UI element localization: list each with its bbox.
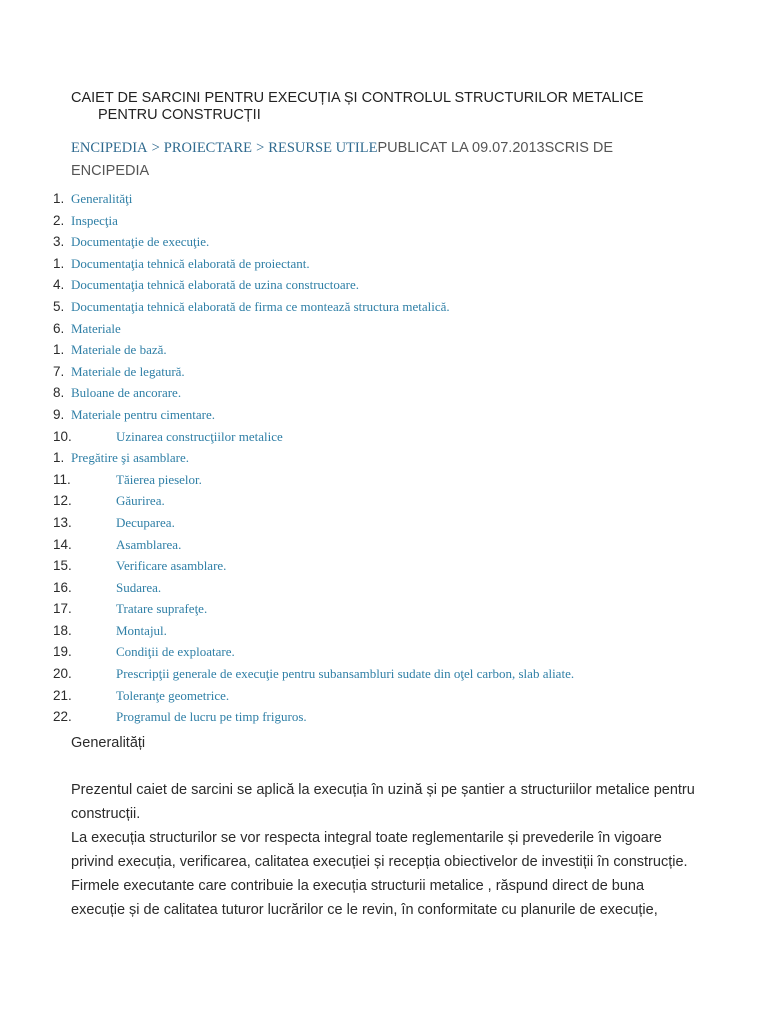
toc-item bbox=[0, 404, 768, 426]
toc-number: 5. bbox=[53, 298, 65, 314]
toc-number: 2. bbox=[53, 212, 65, 228]
section-heading: Generalități bbox=[71, 735, 146, 751]
toc-item bbox=[0, 512, 768, 534]
breadcrumb-separator: > bbox=[256, 140, 265, 156]
toc-link[interactable]: Tăierea pieselor. bbox=[116, 471, 202, 487]
toc-link[interactable]: Inspecţia bbox=[71, 212, 118, 228]
toc-number: 14. bbox=[53, 536, 72, 552]
document-title bbox=[71, 90, 711, 124]
breadcrumb-link-proiectare[interactable]: PROIECTARE bbox=[163, 140, 253, 156]
toc-item bbox=[0, 641, 768, 663]
toc-number: 15. bbox=[53, 558, 72, 574]
toc-item bbox=[0, 361, 768, 383]
breadcrumb-link-encipedia[interactable]: ENCIPEDIA bbox=[71, 140, 148, 156]
toc-link[interactable]: Uzinarea construcţiilor metalice bbox=[116, 428, 283, 444]
toc-item bbox=[0, 210, 768, 232]
toc-item bbox=[0, 469, 768, 491]
toc-link[interactable]: Buloane de ancorare. bbox=[71, 385, 182, 401]
breadcrumb-link-resurse-utile[interactable]: RESURSE UTILE bbox=[268, 140, 378, 156]
toc-item bbox=[0, 339, 768, 361]
toc-item bbox=[0, 663, 768, 685]
toc-number: 1. bbox=[53, 450, 65, 466]
body-paragraph: Firmele executante care contribuie la execuția structurii metalice , răspund direct de buna execuție și de calitatea tuturor lucrărilor ce le revin, în conformitate cu planurile de execuție, bbox=[71, 878, 658, 918]
toc-item bbox=[0, 534, 768, 556]
document-title-line-2: PENTRU CONSTRUCȚII bbox=[98, 107, 261, 123]
toc-item bbox=[0, 274, 768, 296]
toc-link[interactable]: Pregătire şi asamblare. bbox=[71, 450, 190, 466]
toc-link[interactable]: Asamblarea. bbox=[116, 536, 182, 552]
toc-item bbox=[0, 706, 768, 728]
toc-item bbox=[0, 188, 768, 210]
toc-number: 12. bbox=[53, 493, 72, 509]
body-paragraph: Prezentul caiet de sarcini se aplică la execuția în uzină și pe șantier a structuriilor metalice pentru construcții. bbox=[71, 782, 695, 822]
toc-number: 16. bbox=[53, 579, 72, 595]
toc-link[interactable]: Condiţii de exploatare. bbox=[116, 644, 235, 660]
toc-number: 18. bbox=[53, 622, 72, 638]
toc-number: 11. bbox=[53, 471, 71, 487]
toc-number: 22. bbox=[53, 709, 72, 725]
toc-item bbox=[0, 296, 768, 318]
toc-link[interactable]: Programul de lucru pe timp friguros. bbox=[116, 709, 307, 725]
toc-link[interactable]: Documentaţie de execuţie. bbox=[71, 234, 210, 250]
toc-number: 20. bbox=[53, 666, 72, 682]
toc-item bbox=[0, 577, 768, 599]
section-body bbox=[71, 778, 701, 922]
toc-link[interactable]: Tratare suprafeţe. bbox=[116, 601, 208, 617]
toc-item bbox=[0, 598, 768, 620]
toc-number: 8. bbox=[53, 385, 65, 401]
toc-item bbox=[0, 426, 768, 448]
toc-number: 19. bbox=[53, 644, 72, 660]
publish-info: PUBLICAT LA 09.07.2013SCRIS DE ENCIPEDIA bbox=[71, 140, 614, 179]
toc-link[interactable]: Documentaţia tehnică elaborată de firma ce montează structura metalică. bbox=[71, 298, 450, 314]
toc-number: 21. bbox=[53, 687, 72, 703]
toc-number: 17. bbox=[53, 601, 72, 617]
toc-link[interactable]: Documentaţia tehnică elaborată de proiectant. bbox=[71, 255, 310, 271]
toc-number: 4. bbox=[53, 277, 65, 293]
toc-item bbox=[0, 253, 768, 275]
toc-number: 9. bbox=[53, 406, 65, 422]
toc-number: 1. bbox=[53, 342, 65, 358]
body-paragraph: La execuția structurilor se vor respecta integral toate reglementarile și prevederile în vigoare privind execuția, verificarea, calitatea execuției și recepția obiectivelor de investiții în construcție. bbox=[71, 830, 688, 870]
toc-item bbox=[0, 231, 768, 253]
toc-link[interactable]: Generalităţi bbox=[71, 191, 133, 206]
toc-item bbox=[0, 555, 768, 577]
toc-link[interactable]: Materiale de legatură. bbox=[71, 363, 185, 379]
toc-item bbox=[0, 447, 768, 469]
toc-link[interactable]: Documentaţia tehnică elaborată de uzina constructoare. bbox=[71, 277, 360, 293]
toc-link[interactable]: Prescripţii generale de execuţie pentru subansambluri sudate din oţel carbon, slab aliate. bbox=[116, 666, 575, 682]
toc-link[interactable]: Materiale de bază. bbox=[71, 342, 167, 358]
toc-item bbox=[0, 490, 768, 512]
toc-link[interactable]: Sudarea. bbox=[116, 579, 162, 595]
breadcrumb-separator: > bbox=[151, 140, 160, 156]
toc-link[interactable]: Verificare asamblare. bbox=[116, 558, 227, 574]
toc-number: 7. bbox=[53, 363, 65, 379]
toc-number: 1. bbox=[53, 191, 65, 206]
document-title-line-1: CAIET DE SARCINI PENTRU EXECUȚIA ȘI CONTROLUL STRUCTURILOR METALICE bbox=[71, 90, 644, 106]
toc-item bbox=[0, 318, 768, 340]
toc-link[interactable]: Toleranţe geometrice. bbox=[116, 687, 230, 703]
toc-link[interactable]: Găurirea. bbox=[116, 493, 165, 509]
toc-item bbox=[0, 620, 768, 642]
breadcrumb bbox=[71, 137, 671, 183]
toc-number: 1. bbox=[53, 255, 65, 271]
toc-item bbox=[0, 382, 768, 404]
toc-number: 3. bbox=[53, 234, 65, 250]
toc-link[interactable]: Montajul. bbox=[116, 622, 167, 638]
toc-number: 13. bbox=[53, 514, 72, 530]
toc-number: 10. bbox=[53, 428, 72, 444]
toc-link[interactable]: Materiale pentru cimentare. bbox=[71, 406, 216, 422]
toc-number: 6. bbox=[53, 320, 65, 336]
table-of-contents bbox=[0, 188, 768, 728]
toc-link[interactable]: Decuparea. bbox=[116, 514, 175, 530]
toc-item bbox=[0, 685, 768, 707]
toc-link[interactable]: Materiale bbox=[71, 320, 121, 336]
